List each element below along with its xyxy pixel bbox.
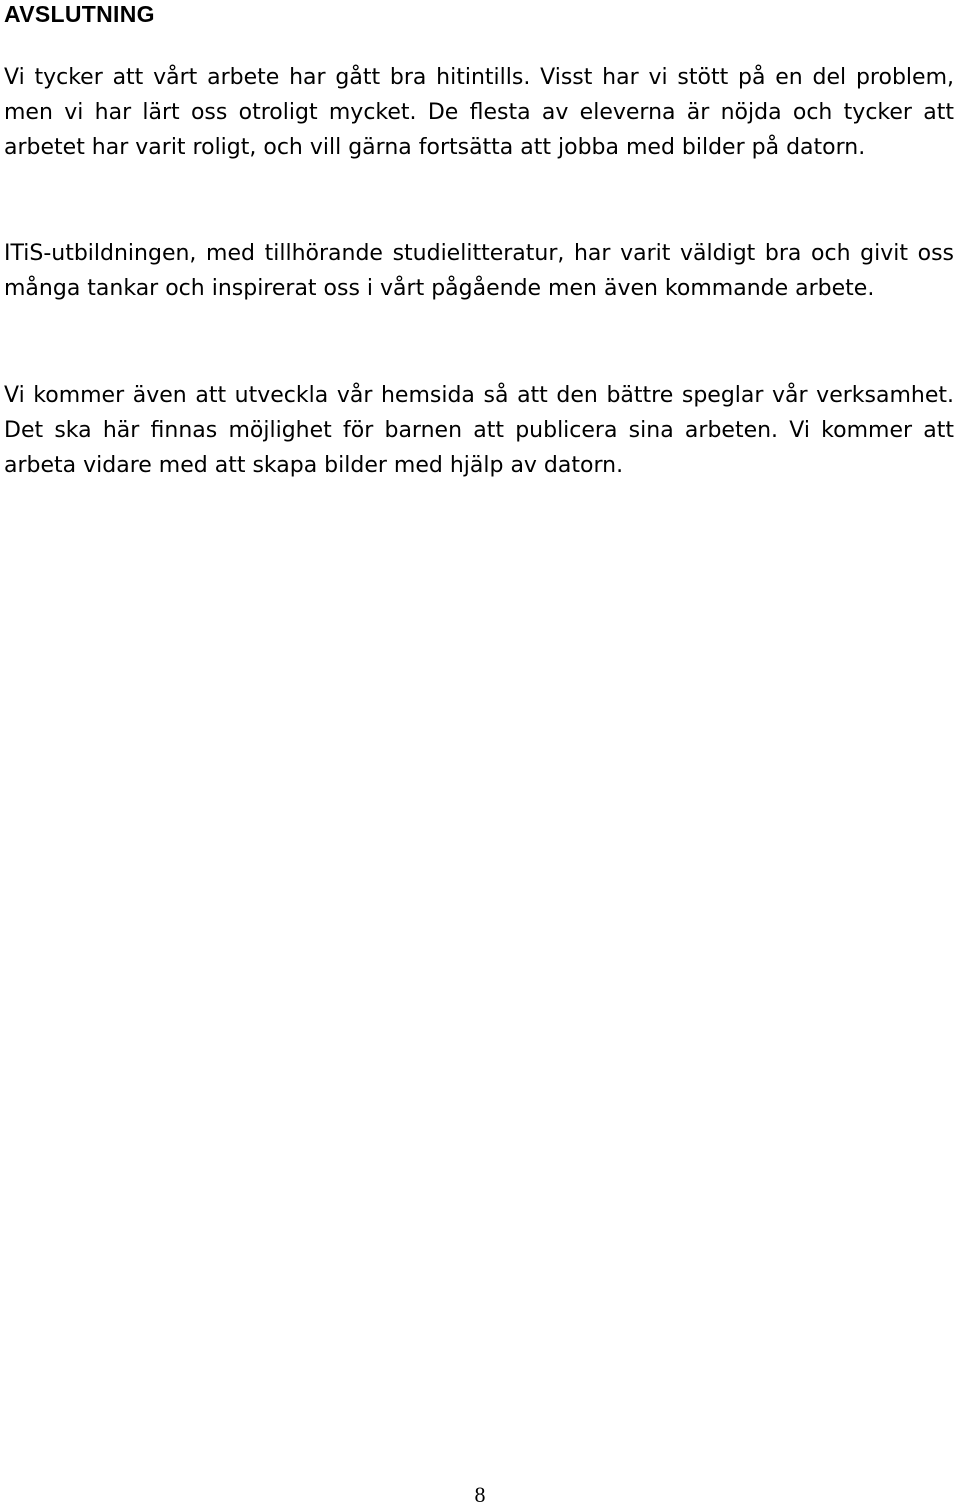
paragraph-itis-education: ITiS-utbildningen, med tillhörande studielitteratur, har varit väldigt bra och givit oss många tankar och inspirerat oss i vårt pågående men även kommande arbete. [4, 241, 954, 301]
paragraph-future-work: Vi kommer även att utveckla vår hemsida så att den bättre speglar vår verksamhet. Det ska här finnas möjlighet för barnen att publicera sina arbeten. Vi kommer att arbeta vidare med att skapa bilder med hjälp av datorn. [4, 383, 954, 478]
page-number: 8 [474, 1482, 486, 1507]
paragraph-conclusion-intro: Vi tycker att vårt arbete har gått bra hitintills. Visst har vi stött på en del problem, men vi har lärt oss otroligt mycket. De flesta av eleverna är nöjda och tycker att arbetet har varit roligt, och vill gärna fortsätta att jobba med bilder på datorn. [4, 65, 954, 160]
section-heading: AVSLUTNING [4, 1, 155, 27]
